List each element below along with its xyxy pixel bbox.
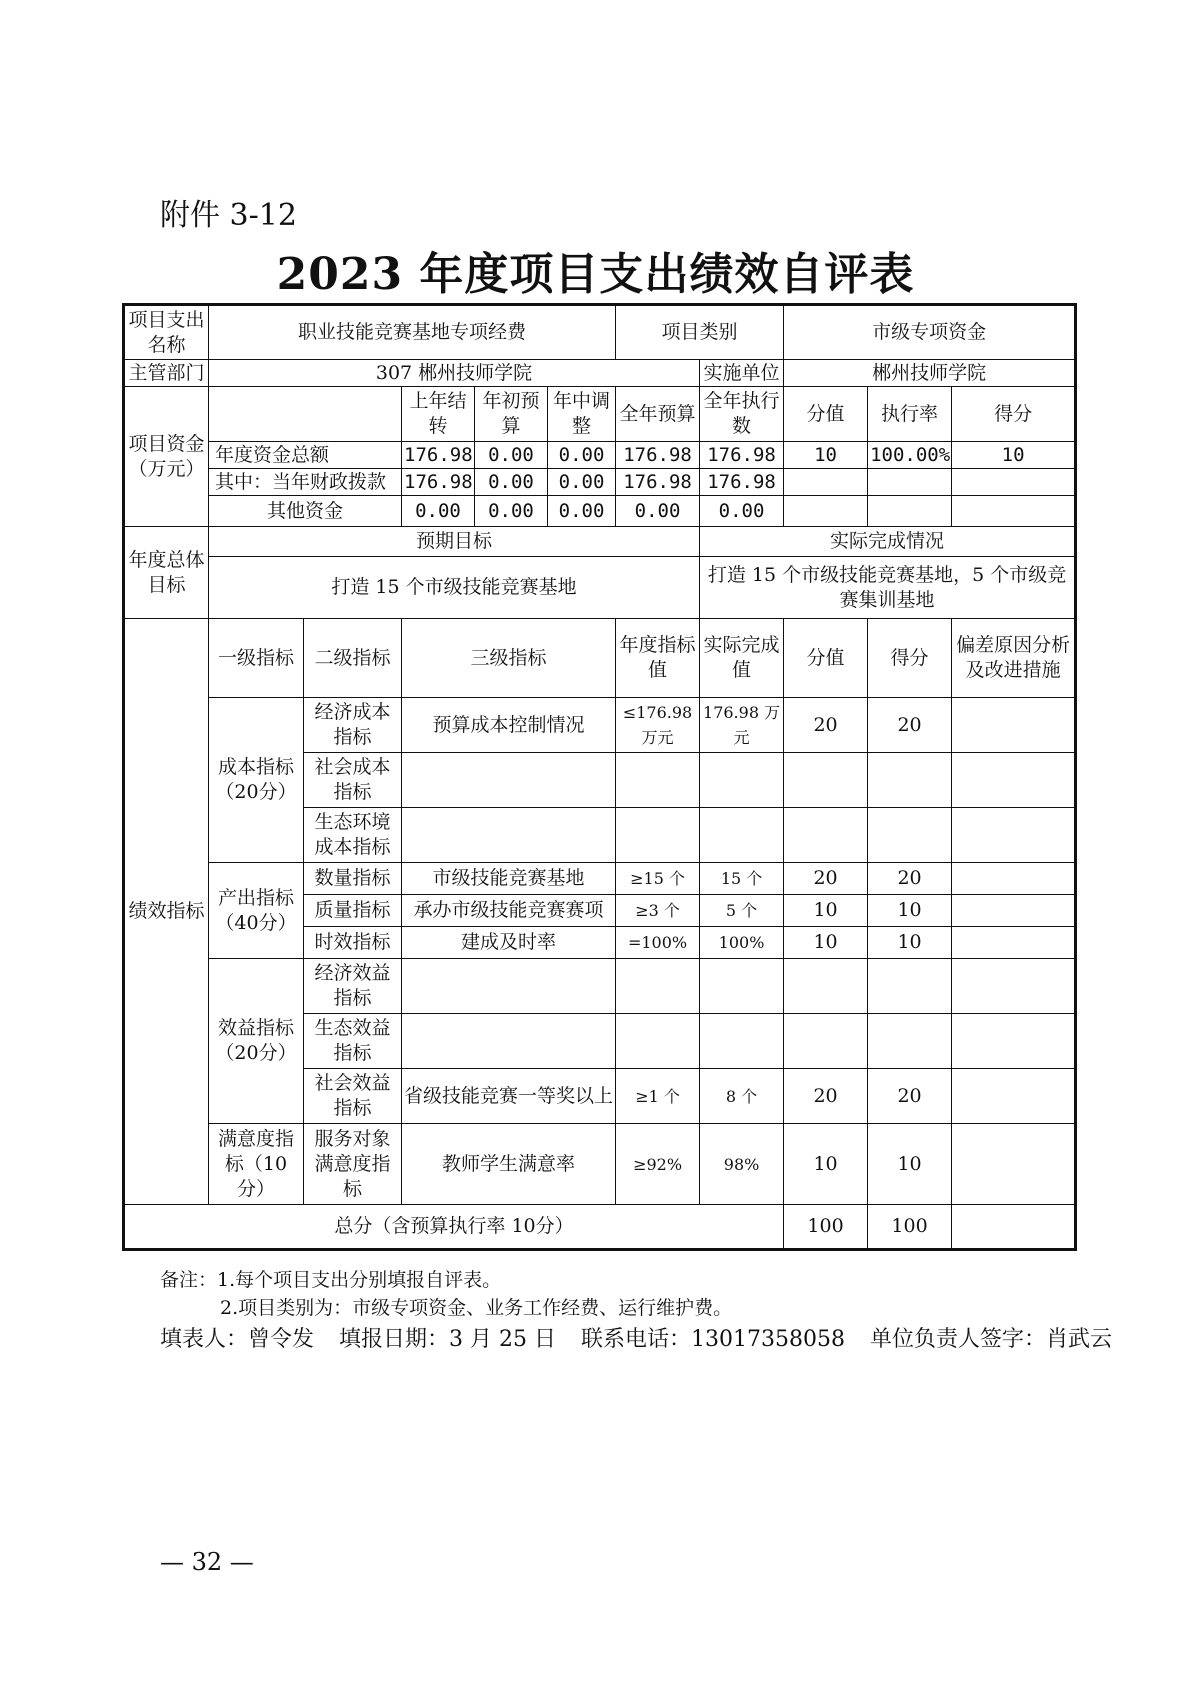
funds-row-label: 其中：当年财政拨款 xyxy=(209,469,402,496)
funds-cell: 176.98 xyxy=(700,442,784,469)
goals-label: 年度总体目标 xyxy=(124,527,209,619)
got-value: 20 xyxy=(868,698,952,753)
level3-indicator: 省级技能竞赛一等奖以上 xyxy=(402,1069,616,1124)
funds-cell: 10 xyxy=(952,442,1076,469)
funds-cell: 176.98 xyxy=(700,469,784,496)
remark-line: 备注：1.每个项目支出分别填报自评表。 xyxy=(160,1269,502,1291)
category-label: 项目类别 xyxy=(616,305,784,360)
self-evaluation-table xyxy=(122,303,1077,1251)
score-value xyxy=(784,808,868,863)
actual-value: 8 个 xyxy=(700,1069,784,1124)
level2-indicator: 经济成本指标 xyxy=(304,698,402,753)
funds-header-blank xyxy=(209,387,402,442)
funds-cell: 0.00 xyxy=(616,496,700,527)
page-title: 2023 年度项目支出绩效自评表 xyxy=(276,249,915,300)
funds-cell: 0.00 xyxy=(475,442,548,469)
deviation-note xyxy=(952,959,1076,1014)
funds-cell xyxy=(868,496,952,527)
level3-indicator xyxy=(402,1014,616,1069)
deviation-note xyxy=(952,927,1076,959)
actual-value: 15 个 xyxy=(700,863,784,895)
level3-indicator: 建成及时率 xyxy=(402,927,616,959)
level3-indicator xyxy=(402,753,616,808)
category-value: 市级专项资金 xyxy=(784,305,1076,360)
funds-cell xyxy=(868,469,952,496)
deviation-note xyxy=(952,698,1076,753)
level3-indicator: 预算成本控制情况 xyxy=(402,698,616,753)
deviation-note xyxy=(952,808,1076,863)
target-value: ≥3 个 xyxy=(616,895,700,927)
funds-cell: 10 xyxy=(784,442,868,469)
funds-col-header: 执行率 xyxy=(868,387,952,442)
total-label: 总分（含预算执行率 10分） xyxy=(124,1205,784,1250)
level2-indicator: 社会效益指标 xyxy=(304,1069,402,1124)
unit-head-signature: 单位负责人签字：肖武云 xyxy=(869,1327,1112,1352)
got-value xyxy=(868,959,952,1014)
deviation-note xyxy=(952,895,1076,927)
funds-col-header: 得分 xyxy=(952,387,1076,442)
fill-date: 填报日期：3 月 25 日 xyxy=(339,1327,556,1352)
funds-label: 项目资金（万元） xyxy=(124,387,209,527)
target-value: ≥92% xyxy=(616,1124,700,1205)
funds-col-header: 全年执行数 xyxy=(700,387,784,442)
funds-cell xyxy=(952,496,1076,527)
impl-value: 郴州技师学院 xyxy=(784,360,1076,387)
target-value xyxy=(616,959,700,1014)
got-value: 10 xyxy=(868,1124,952,1205)
funds-cell xyxy=(784,496,868,527)
funds-cell xyxy=(784,469,868,496)
funds-cell: 0.00 xyxy=(475,496,548,527)
score-value xyxy=(784,959,868,1014)
total-got: 100 xyxy=(868,1205,952,1250)
indicator-header: 实际完成值 xyxy=(700,619,784,698)
got-value xyxy=(868,808,952,863)
actual-value xyxy=(700,753,784,808)
funds-cell: 0.00 xyxy=(475,469,548,496)
funds-cell: 0.00 xyxy=(700,496,784,527)
actual-value xyxy=(700,959,784,1014)
level2-indicator: 时效指标 xyxy=(304,927,402,959)
got-value: 10 xyxy=(868,927,952,959)
got-value: 20 xyxy=(868,1069,952,1124)
actual-value: 5 个 xyxy=(700,895,784,927)
level2-indicator: 生态环境成本指标 xyxy=(304,808,402,863)
project-name-label: 项目支出名称 xyxy=(124,305,209,360)
indicator-header: 年度指标值 xyxy=(616,619,700,698)
funds-col-header: 全年预算 xyxy=(616,387,700,442)
deviation-note xyxy=(952,753,1076,808)
level1-indicator: 成本指标（20分） xyxy=(209,698,304,863)
funds-col-header: 年中调整 xyxy=(548,387,616,442)
funds-cell: 0.00 xyxy=(548,442,616,469)
indicator-header: 得分 xyxy=(868,619,952,698)
level2-indicator: 经济效益指标 xyxy=(304,959,402,1014)
target-value: ≤176.98万元 xyxy=(616,698,700,753)
dept-label: 主管部门 xyxy=(124,360,209,387)
actual-value: 176.98 万元 xyxy=(700,698,784,753)
indicator-header: 分值 xyxy=(784,619,868,698)
deviation-note xyxy=(952,1069,1076,1124)
target-value xyxy=(616,1014,700,1069)
level3-indicator: 教师学生满意率 xyxy=(402,1124,616,1205)
total-score: 100 xyxy=(784,1205,868,1250)
contact-phone: 联系电话：13017358058 xyxy=(581,1327,845,1352)
got-value: 20 xyxy=(868,863,952,895)
remarks xyxy=(160,1266,732,1322)
actual-value xyxy=(700,808,784,863)
funds-col-header: 上年结转 xyxy=(402,387,475,442)
score-value: 20 xyxy=(784,1069,868,1124)
actual-value: 98% xyxy=(700,1124,784,1205)
level2-indicator: 社会成本指标 xyxy=(304,753,402,808)
funds-row-label: 年度资金总额 xyxy=(209,442,402,469)
funds-cell: 176.98 xyxy=(402,469,475,496)
funds-cell: 0.00 xyxy=(548,496,616,527)
page-number: — 32 — xyxy=(160,1548,254,1576)
score-value: 10 xyxy=(784,927,868,959)
target-value: =100% xyxy=(616,927,700,959)
level3-indicator xyxy=(402,808,616,863)
got-value xyxy=(868,1014,952,1069)
score-value xyxy=(784,753,868,808)
got-value xyxy=(868,753,952,808)
level2-indicator: 服务对象满意度指标 xyxy=(304,1124,402,1205)
score-value xyxy=(784,1014,868,1069)
level2-indicator: 质量指标 xyxy=(304,895,402,927)
attachment-label: 附件 3-12 xyxy=(160,198,297,233)
remark-line: 2.项目类别为：市级专项资金、业务工作经费、运行维护费。 xyxy=(220,1297,733,1319)
got-value: 10 xyxy=(868,895,952,927)
target-value xyxy=(616,808,700,863)
filler-info xyxy=(160,1322,1130,1353)
actual-goal-label: 实际完成情况 xyxy=(700,527,1076,557)
level1-indicator: 效益指标（20分） xyxy=(209,959,304,1124)
project-name: 职业技能竞赛基地专项经费 xyxy=(209,305,616,360)
funds-col-header: 分值 xyxy=(784,387,868,442)
score-value: 20 xyxy=(784,863,868,895)
score-value: 10 xyxy=(784,1124,868,1205)
expected-goal-label: 预期目标 xyxy=(209,527,700,557)
score-value: 20 xyxy=(784,698,868,753)
score-value: 10 xyxy=(784,895,868,927)
level3-indicator: 承办市级技能竞赛赛项 xyxy=(402,895,616,927)
actual-value: 100% xyxy=(700,927,784,959)
funds-cell: 0.00 xyxy=(548,469,616,496)
actual-value xyxy=(700,1014,784,1069)
total-note xyxy=(952,1205,1076,1250)
impl-label: 实施单位 xyxy=(700,360,784,387)
target-value xyxy=(616,753,700,808)
level3-indicator xyxy=(402,959,616,1014)
actual-goal: 打造 15 个市级技能竞赛基地，5 个市级竞赛集训基地 xyxy=(700,557,1076,619)
level2-indicator: 数量指标 xyxy=(304,863,402,895)
funds-col-header: 年初预算 xyxy=(475,387,548,442)
funds-cell: 176.98 xyxy=(616,469,700,496)
expected-goal: 打造 15 个市级技能竞赛基地 xyxy=(209,557,700,619)
filler-name: 填表人：曾令发 xyxy=(160,1327,315,1352)
indicator-header: 一级指标 xyxy=(209,619,304,698)
indicator-header: 偏差原因分析及改进措施 xyxy=(952,619,1076,698)
target-value: ≥1 个 xyxy=(616,1069,700,1124)
level2-indicator: 生态效益指标 xyxy=(304,1014,402,1069)
deviation-note xyxy=(952,863,1076,895)
funds-cell xyxy=(952,469,1076,496)
indicator-header: 三级指标 xyxy=(402,619,616,698)
target-value: ≥15 个 xyxy=(616,863,700,895)
funds-cell: 0.00 xyxy=(402,496,475,527)
funds-row-label: 其他资金 xyxy=(209,496,402,527)
funds-cell: 176.98 xyxy=(616,442,700,469)
funds-cell: 100.00% xyxy=(868,442,952,469)
deviation-note xyxy=(952,1124,1076,1205)
indicators-label: 绩效指标 xyxy=(124,619,209,1205)
level1-indicator: 满意度指标（10分） xyxy=(209,1124,304,1205)
dept-value: 307 郴州技师学院 xyxy=(209,360,700,387)
funds-cell: 176.98 xyxy=(402,442,475,469)
level1-indicator: 产出指标（40分） xyxy=(209,863,304,959)
level3-indicator: 市级技能竞赛基地 xyxy=(402,863,616,895)
deviation-note xyxy=(952,1014,1076,1069)
indicator-header: 二级指标 xyxy=(304,619,402,698)
